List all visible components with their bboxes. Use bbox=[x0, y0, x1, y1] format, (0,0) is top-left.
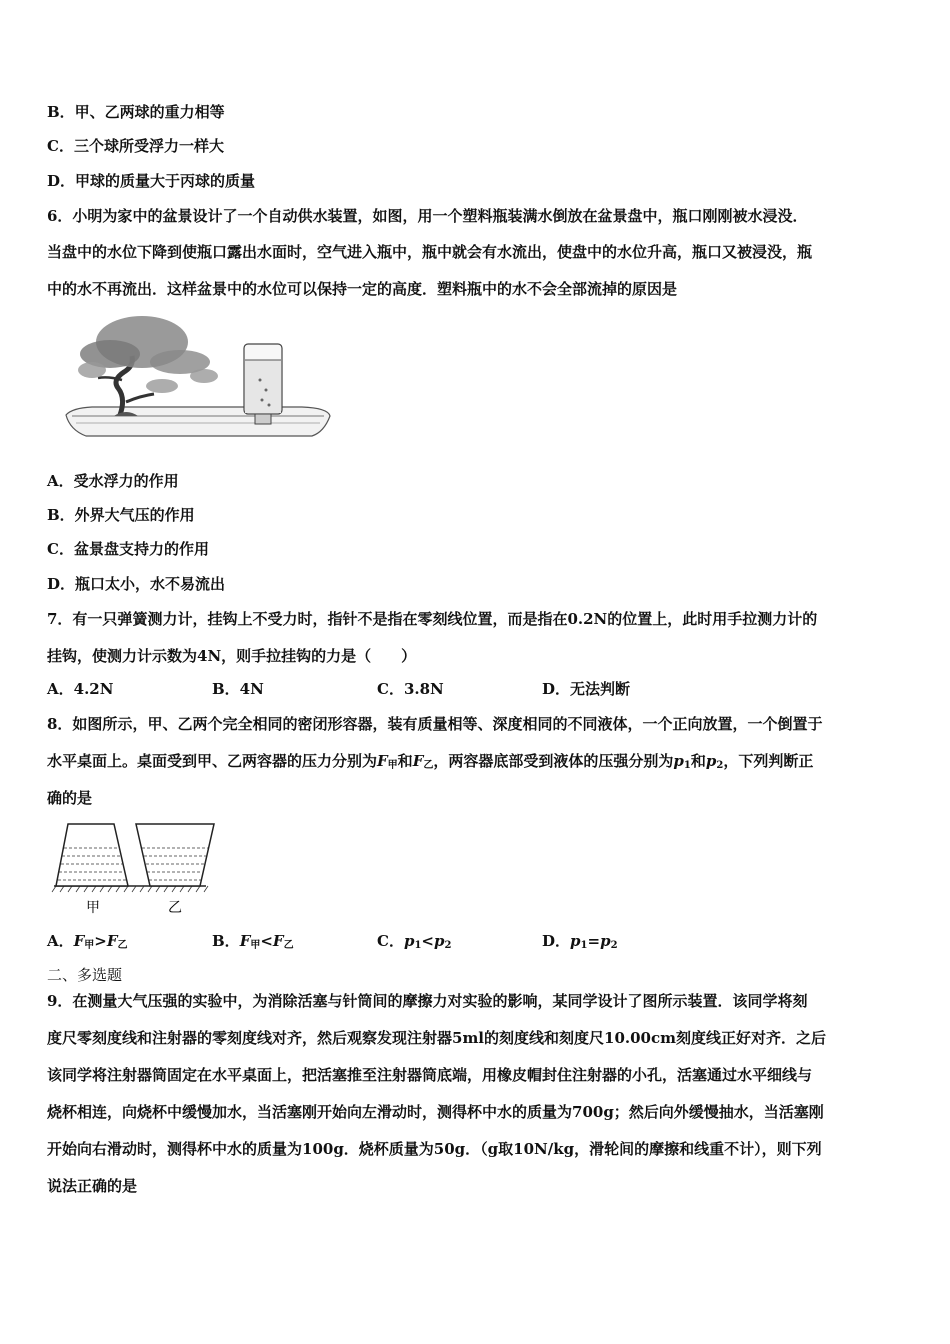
q7-option-c: C．3.8N bbox=[377, 680, 444, 698]
q6-stem-line3: 中的水不再流出．这样盆景中的水位可以保持一定的高度．塑料瓶中的水不会全部流掉的原因是 bbox=[47, 280, 678, 298]
containers-figure bbox=[46, 818, 216, 918]
subscript-jia: 甲 bbox=[84, 940, 95, 951]
pressure-symbol: p bbox=[673, 752, 684, 770]
option-prefix: D． bbox=[542, 932, 571, 950]
less-than: < bbox=[260, 932, 273, 950]
q5-option-b: B．甲、乙两球的重力相等 bbox=[47, 103, 225, 121]
pressure-symbol: p bbox=[434, 932, 445, 950]
q7-option-b: B．4N bbox=[212, 680, 264, 698]
tray-illustration bbox=[66, 407, 330, 436]
force-symbol: F bbox=[239, 932, 251, 950]
table-surface bbox=[52, 886, 208, 892]
option-prefix: A． bbox=[47, 932, 74, 950]
conjunction: 和 bbox=[690, 752, 706, 770]
q8-stem-text-b: ，两容器底部受到液体的压强分别为 bbox=[433, 752, 674, 770]
subscript-yi: 乙 bbox=[117, 940, 128, 951]
pressure-symbol: p bbox=[600, 932, 611, 950]
q9-line5: 开始向右滑动时，测得杯中水的质量为100g．烧杯质量为50g．（g取10N/kg，滑轮间的摩擦和线重不计），则下列 bbox=[47, 1140, 822, 1158]
subscript-jia: 甲 bbox=[387, 760, 398, 771]
q7-stem-line2: 挂钩，使测力计示数为4N，则手拉挂钩的力是（ ） bbox=[47, 647, 417, 665]
q6-option-d: D．瓶口太小，水不易流出 bbox=[47, 575, 226, 593]
conjunction: 和 bbox=[397, 752, 413, 770]
q6-option-c: C．盆景盘支持力的作用 bbox=[47, 540, 209, 558]
pressure-symbol: p bbox=[570, 932, 581, 950]
subscript-2: 2 bbox=[610, 940, 618, 951]
q5-option-d: D．甲球的质量大于丙球的质量 bbox=[47, 172, 256, 190]
q9-line2: 度尺零刻度线和注射器的零刻度线对齐，然后观察发现注射器5ml的刻度线和刻度尺10.00cm刻度线正好对齐．之后 bbox=[47, 1029, 826, 1047]
q9-line4: 烧杯相连，向烧杯中缓慢加水，当活塞刚开始向左滑动时，测得杯中水的质量为700g；然后向外缓慢抽水，当活塞刚 bbox=[47, 1103, 824, 1121]
q8-stem-text-c: ，下列判断正 bbox=[723, 752, 814, 770]
q6-stem-line1: 6．小明为家中的盆景设计了一个自动供水装置，如图，用一个塑料瓶装满水倒放在盆景盘中，瓶口刚刚被水浸没． bbox=[47, 207, 808, 225]
subscript-1: 1 bbox=[683, 760, 691, 771]
subscript-yi: 乙 bbox=[423, 760, 434, 771]
q9-line6: 说法正确的是 bbox=[47, 1177, 138, 1195]
q7-stem-line1: 7．有一只弹簧测力计，挂钩上不受力时，指针不是指在零刻线位置，而是指在0.2N的位置上，此时用手拉测力计的 bbox=[47, 610, 818, 628]
section-heading-multiple-choice: 二、多选题 bbox=[47, 966, 123, 984]
subscript-yi: 乙 bbox=[283, 940, 294, 951]
q6-option-b: B．外界大气压的作用 bbox=[47, 506, 195, 524]
label-jia: 甲 bbox=[86, 900, 100, 916]
q5-option-c: C．三个球所受浮力一样大 bbox=[47, 137, 224, 155]
less-than: < bbox=[421, 932, 434, 950]
option-prefix: C． bbox=[377, 932, 404, 950]
force-symbol: F bbox=[106, 932, 118, 950]
inverted-bottle-illustration bbox=[244, 344, 282, 424]
bonsai-tree-illustration bbox=[78, 316, 218, 416]
label-yi: 乙 bbox=[168, 900, 182, 916]
option-prefix: B． bbox=[212, 932, 240, 950]
q6-stem-line2: 当盘中的水位下降到使瓶口露出水面时，空气进入瓶中，瓶中就会有水流出，使盘中的水位升高，瓶口又被浸没，瓶 bbox=[47, 243, 813, 261]
greater-than: > bbox=[94, 932, 107, 950]
subscript-1: 1 bbox=[414, 940, 422, 951]
bonsai-bottle-figure bbox=[62, 310, 334, 450]
force-symbol: F bbox=[412, 752, 424, 770]
q6-option-a: A．受水浮力的作用 bbox=[47, 472, 179, 490]
q9-line1: 9．在测量大气压强的实验中，为消除活塞与针筒间的摩擦力对实验的影响，某同学设计了图所示装置．该同学将刻 bbox=[47, 992, 808, 1010]
pressure-symbol: p bbox=[705, 752, 717, 770]
subscript-2: 2 bbox=[444, 940, 452, 951]
q8-stem-line2 bbox=[47, 750, 813, 777]
q7-option-a: A．4.2N bbox=[47, 680, 114, 698]
q8-stem-line3: 确的是 bbox=[47, 789, 93, 807]
q7-option-d: D．无法判断 bbox=[542, 680, 631, 698]
subscript-2: 2 bbox=[716, 760, 724, 771]
force-symbol: F bbox=[272, 932, 284, 950]
q8-option-a bbox=[47, 930, 128, 957]
force-symbol: F bbox=[73, 932, 85, 950]
subscript-jia: 甲 bbox=[250, 940, 261, 951]
equals: = bbox=[587, 932, 601, 950]
container-yi bbox=[136, 824, 214, 886]
container-jia bbox=[56, 824, 128, 886]
force-symbol: F bbox=[377, 752, 388, 770]
q9-line3: 该同学将注射器筒固定在水平桌面上，把活塞推至注射器筒底端，用橡皮帽封住注射器的小孔，活塞通过水平细线与 bbox=[47, 1066, 813, 1084]
pressure-symbol: p bbox=[403, 932, 415, 950]
subscript-1: 1 bbox=[580, 940, 588, 951]
q8-option-b bbox=[212, 930, 294, 957]
q8-option-d bbox=[542, 930, 618, 957]
q8-stem-line1: 8．如图所示，甲、乙两个完全相同的密闭形容器，装有质量相等、深度相同的不同液体，一个正向放置，一个倒置于 bbox=[47, 715, 823, 733]
q8-stem-text-a: 水平桌面上。桌面受到甲、乙两容器的压力分别为 bbox=[47, 752, 378, 770]
q8-option-c bbox=[377, 930, 451, 957]
